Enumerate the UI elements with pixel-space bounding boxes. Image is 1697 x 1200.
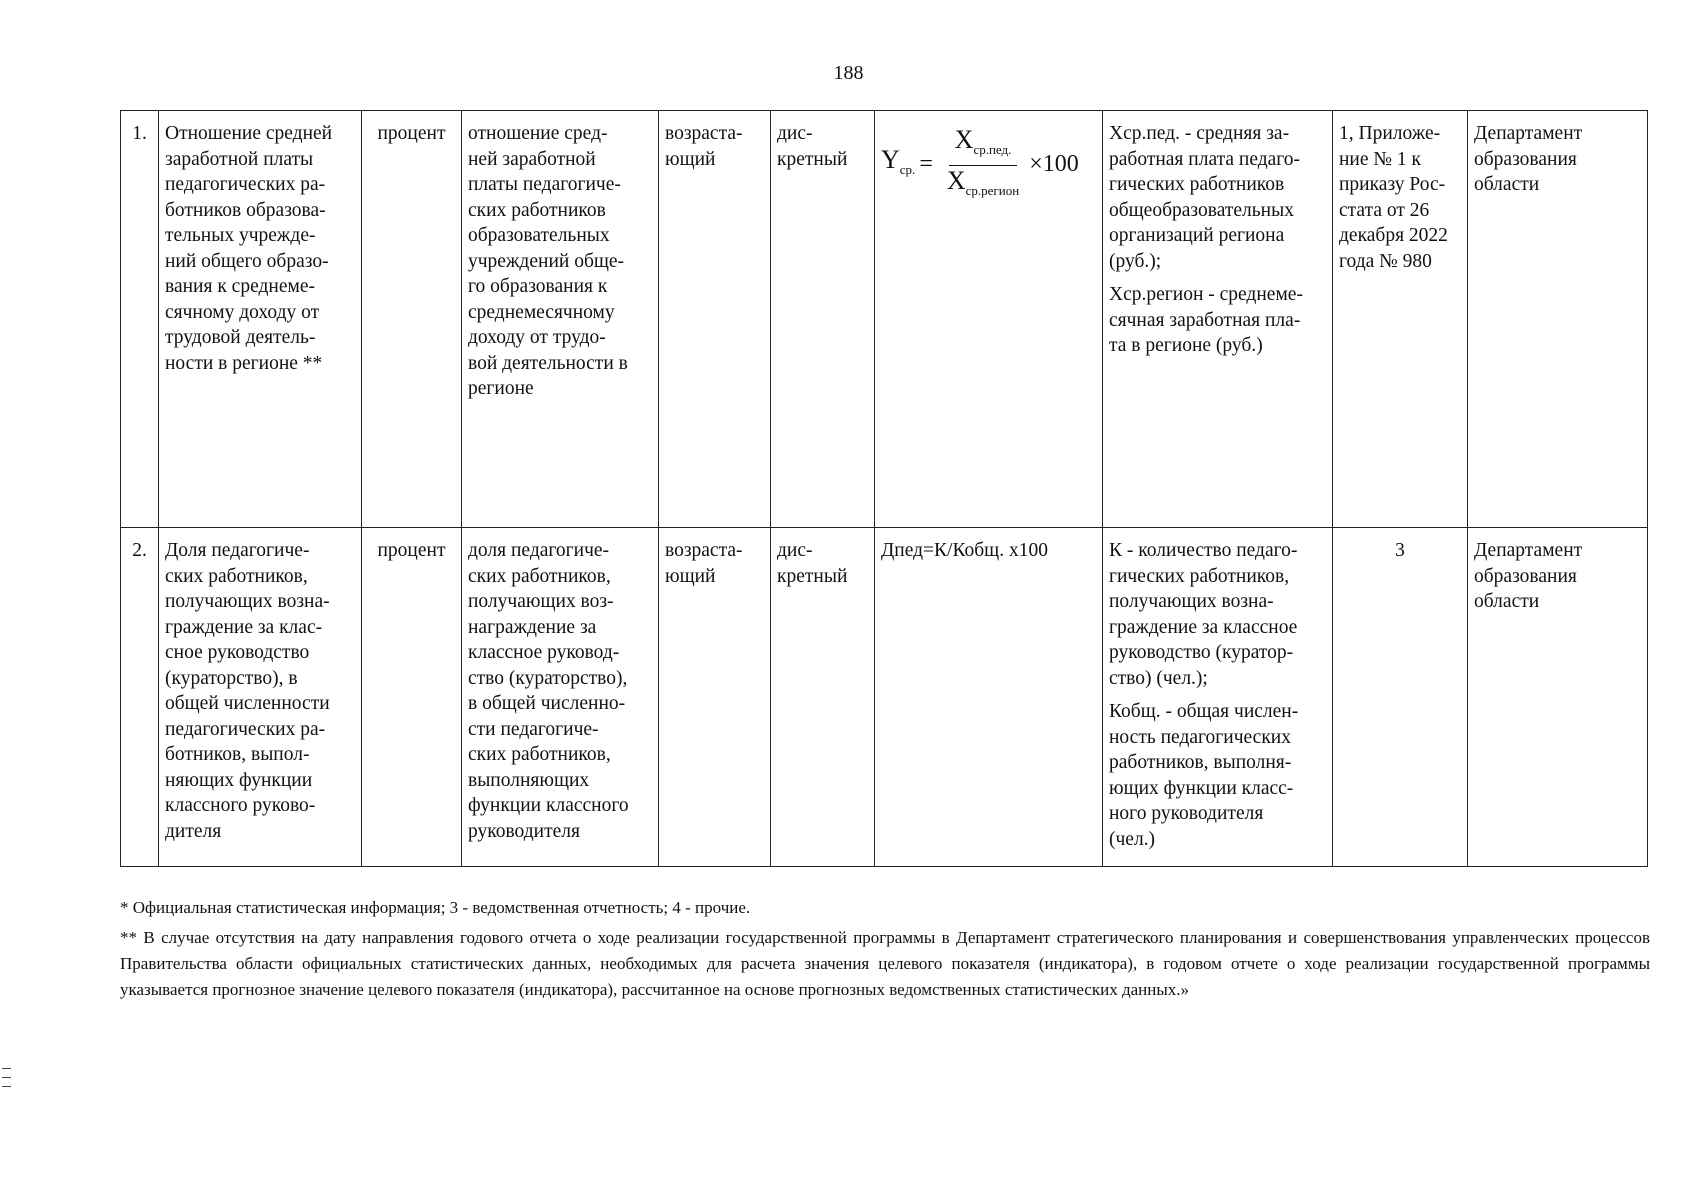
responsible-body: Департамент образования области xyxy=(1468,528,1648,867)
calculation-formula: Дпед=К/Кобщ. х100 xyxy=(875,528,1103,867)
indicator-definition: доля педагогиче- ских работников, получающих воз- награждение за классное руковод- ство (кураторство), в общей численно- сти педагогиче- ских работников, выполняющих функции классного руководителя xyxy=(462,528,659,867)
footnotes xyxy=(120,895,1650,1007)
data-source: 1, Приложе- ние № 1 к приказу Рос- стата от 26 декабря 2022 года № 980 xyxy=(1333,111,1468,528)
footnote-2: ** В случае отсутствия на дату направления годового отчета о ходе реализации государственной программы в Департамент стратегического планирования и совершенствования управленческих процессов Правительства области официальных статистических данных, необходимых для расчета значения целевого показателя (индикатора), в годовом отчете о ходе реализации государственной программы указывается прогнозное значение целевого показателя (индикатора), рассчитанное на основе прогнозных ведомственных статистических данных.» xyxy=(120,928,1650,999)
indicator-name: Отношение средней заработной платы педагогических ра- ботников образова- тельных учрежде- ний общего образо- вания к среднеме- сячному доходу от трудовой деятель- ности в регионе ** xyxy=(159,111,362,528)
indicator-type: дис- кретный xyxy=(771,528,875,867)
formula: $Y_{ср.}$ = $\frac{X_{ср.пед.}}{X_{ср.регион}}$ ×100 xyxy=(881,127,1096,203)
table-row xyxy=(121,111,1648,528)
indicator-type: дис- кретный xyxy=(771,111,875,528)
indicators-table xyxy=(120,110,1648,867)
formula-fraction: $\frac{X_{ср.пед.}}{X_{ср.регион}}$ xyxy=(946,125,1020,198)
calculation-formula xyxy=(875,111,1103,528)
unit-of-measure: процент xyxy=(362,111,462,528)
formula-variables: К - количество педаго- гических работников, получающих возна- граждение за классное руководство (куратор- ство) (чел.); Кобщ. - общая числен- ность педагогических работников, выполня- ющих функции класс- ного руководителя (чел.) xyxy=(1103,528,1333,867)
indicator-dynamics: возраста- ющий xyxy=(659,528,771,867)
responsible-body: Департамент образования области xyxy=(1468,111,1648,528)
scan-edge-marks xyxy=(2,1068,11,1098)
row-number: 1. xyxy=(121,111,159,528)
row-number: 2. xyxy=(121,528,159,867)
unit-of-measure: процент xyxy=(362,528,462,867)
table-row xyxy=(121,528,1648,867)
formula-variables: Хср.пед. - средняя за- работная плата педаго- гических работников общеобразовательных организаций региона (руб.); Хср.регион - среднеме- сячная заработная пла- та в регионе (руб.) xyxy=(1103,111,1333,528)
footnote-1: * Официальная статистическая информация; 3 - ведомственная отчетность; 4 - прочие. xyxy=(120,898,751,917)
indicator-definition: отношение сред- ней заработной платы педагогиче- ских работников образовательных учреждений обще- го образования к среднемесячному доходу от трудо- вой деятельности в регионе xyxy=(462,111,659,528)
indicator-dynamics: возраста- ющий xyxy=(659,111,771,528)
indicator-name: Доля педагогиче- ских работников, получающих возна- граждение за клас- сное руководство (кураторство), в общей численности педагогических ра- ботников, выпол- няющих функции классного руково- дителя xyxy=(159,528,362,867)
data-source: 3 xyxy=(1333,528,1468,867)
page-number: 188 xyxy=(833,62,864,84)
